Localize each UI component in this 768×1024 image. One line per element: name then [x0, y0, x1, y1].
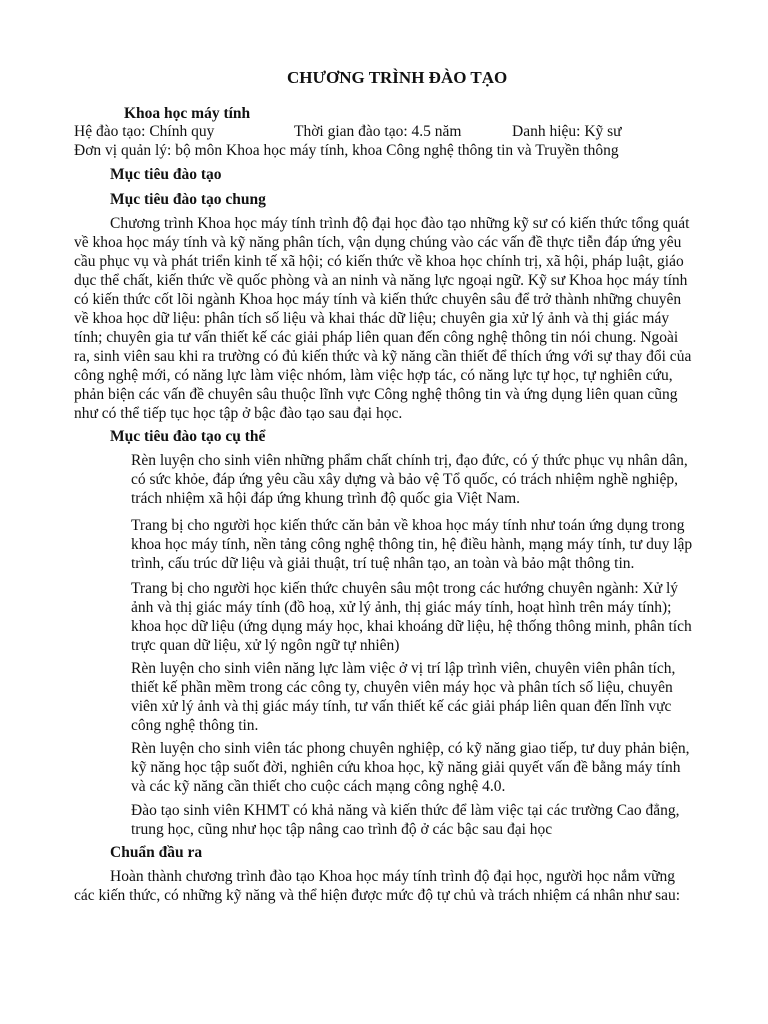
list-item-line: trình, cấu trúc dữ liệu và giải thuật, trí tuệ nhân tạo, an toàn và bảo mật thông tin.	[131, 555, 635, 572]
list-item-line: trực quan dữ liệu, xử lý ngôn ngữ tự nhiên)	[131, 637, 400, 654]
list-item-line: Trang bị cho người học kiến thức chuyên sâu một trong các hướng chuyên ngành: Xử lý	[131, 580, 679, 597]
paragraph-line: Chương trình Khoa học máy tính trình độ đại học đào tạo những kỹ sư có kiến thức tổng quát	[110, 215, 690, 232]
list-item-line: trung học, cũng như học tập nâng cao trình độ ở các bậc sau đại học	[131, 821, 553, 838]
meta-degree: Danh hiệu: Kỹ sư	[512, 123, 622, 140]
list-item-line: ảnh và thị giác máy tính (đồ hoạ, xử lý ảnh, thị giác máy tính, hoạt hình trên máy tính);	[131, 599, 672, 616]
paragraph-line: các kiến thức, có những kỹ năng và thể hiện được mức độ tự chủ và trách nhiệm cá nhân như sau:	[74, 887, 681, 904]
list-item-line: Rèn luyện cho sinh viên tác phong chuyên nghiệp, có kỹ năng giao tiếp, tư duy phản biện,	[131, 740, 690, 757]
section-heading-outcomes: Chuẩn đầu ra	[110, 844, 203, 861]
list-item-line: và các kỹ năng cần thiết cho cuộc cách mạng công nghệ 4.0.	[131, 778, 506, 795]
paragraph-line: Hoàn thành chương trình đào tạo Khoa học máy tính trình độ đại học, người học nắm vững	[110, 868, 676, 885]
section-heading-specific: Mục tiêu đào tạo cụ thể	[110, 428, 266, 445]
list-item-line: công nghệ thông tin.	[131, 717, 259, 734]
list-item-line: kỹ năng học tập suốt đời, nghiên cứu khoa học, kỹ năng giải quyết vấn đề bằng máy tính	[131, 759, 681, 776]
paragraph-line: như có thể tiếp tục học tập ở bậc đào tạo sau đại học.	[74, 405, 403, 422]
paragraph-line: ra, sinh viên sau khi ra trường có đủ kiến thức và kỹ năng cần thiết để thích ứng với sự thay đổi của	[74, 348, 692, 365]
section-heading-general: Mục tiêu đào tạo chung	[110, 191, 266, 208]
list-item-line: viên xử lý ảnh và thị giác máy tính, tư vấn thiết kế các giải pháp liên quan đến lĩnh vực	[131, 698, 672, 715]
managing-unit: Đơn vị quản lý: bộ môn Khoa học máy tính, khoa Công nghệ thông tin và Truyền thông	[74, 142, 619, 159]
page-title: CHƯƠNG TRÌNH ĐÀO TẠO	[287, 68, 508, 87]
list-item-line: Đào tạo sinh viên KHMT có khả năng và kiến thức để làm việc tại các trường Cao đẳng,	[131, 802, 680, 819]
list-item-line: khoa học máy tính, nền tảng công nghệ thông tin, hệ điều hành, mạng máy tính, tư duy lập	[131, 536, 693, 553]
program-name: Khoa học máy tính	[124, 105, 251, 122]
list-item-line: thiết kế phần mềm trong các công ty, chuyên viên máy học và phân tích số liệu, chuyên	[131, 679, 673, 696]
paragraph-line: có kiến thức cốt lõi ngành Khoa học máy tính và kiến thức chuyên sâu để trở thành những chuyên	[74, 291, 682, 308]
list-item-line: trách nhiệm xã hội đáp ứng khung trình độ quốc gia Việt Nam.	[131, 490, 521, 507]
paragraph-line: phản biện các vấn đề chuyên sâu thuộc lĩnh vực Công nghệ thông tin và ứng dụng liên quan cũng	[74, 386, 678, 403]
list-item-line: có sức khỏe, đáp ứng yêu cầu xây dựng và bảo vệ Tổ quốc, có trách nhiệm nghề nghiệp,	[131, 471, 679, 488]
paragraph-line: tính; chuyên gia tư vấn thiết kế các giải pháp liên quan đến công nghệ thông tin nói chung. Ngoài	[74, 329, 679, 346]
meta-duration: Thời gian đào tạo: 4.5 năm	[294, 123, 462, 140]
list-item-line: Trang bị cho người học kiến thức căn bản về khoa học máy tính như toán ứng dụng trong	[131, 517, 685, 534]
section-heading-objectives: Mục tiêu đào tạo	[110, 166, 222, 183]
list-item-line: Rèn luyện cho sinh viên những phẩm chất chính trị, đạo đức, có ý thức phục vụ nhân dân,	[131, 452, 688, 469]
paragraph-line: về khoa học dữ liệu: phân tích số liệu và khai thác dữ liệu; chuyên gia xử lý ảnh và thị giác máy	[74, 310, 670, 327]
paragraph-line: dục thể chất, kiến thức về quốc phòng và an ninh và năng lực ngoại ngữ. Kỹ sư Khoa học máy tính	[74, 272, 688, 289]
list-item-line: khoa học dữ liệu (ứng dụng máy học, khai khoáng dữ liệu, hệ thống thông minh, phân tích	[131, 618, 692, 635]
paragraph-line: công nghệ mới, có năng lực làm việc nhóm, làm việc hợp tác, có năng lực tự học, tự nghiên cứu,	[74, 367, 673, 384]
paragraph-line: cầu phục vụ và phát triển kinh tế xã hội; có kiến thức về khoa học chính trị, xã hội, pháp luật, giáo	[74, 253, 684, 270]
list-item-line: Rèn luyện cho sinh viên năng lực làm việc ở vị trí lập trình viên, chuyên viên phân tích,	[131, 660, 676, 677]
meta-type: Hệ đào tạo: Chính quy	[74, 123, 215, 140]
paragraph-line: về khoa học máy tính và kỹ năng phân tích, vận dụng chúng vào các vấn đề thực tiễn đáp ứng yêu	[74, 234, 682, 251]
